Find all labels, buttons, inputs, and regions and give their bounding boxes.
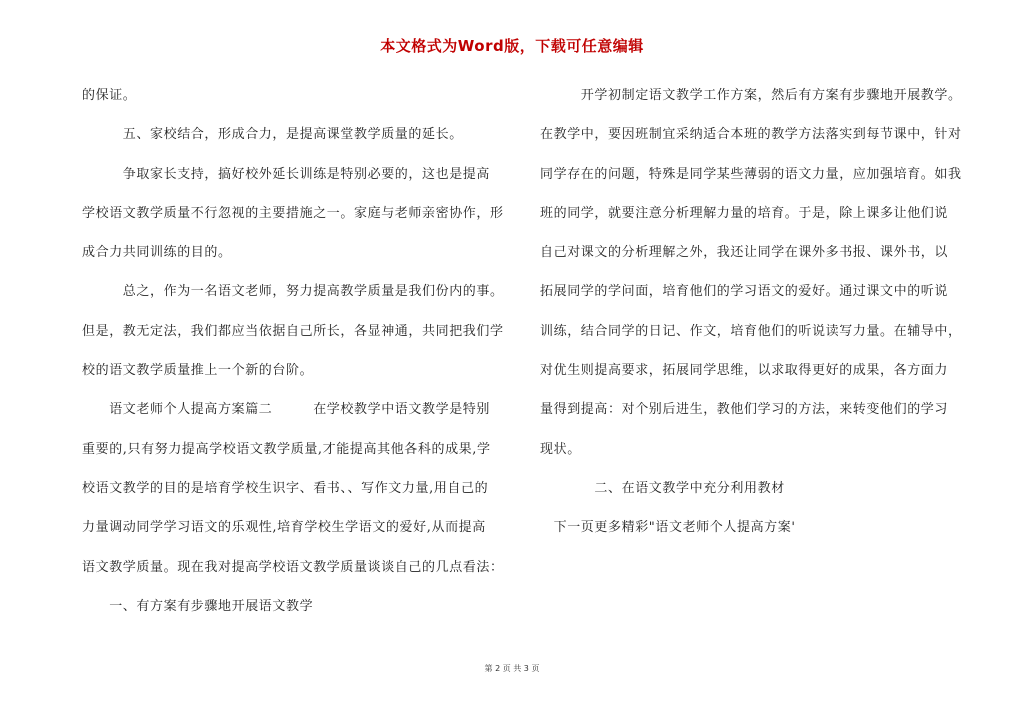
next-page-note: 下一页更多精彩"语文老师个人提高方案' bbox=[540, 520, 796, 536]
text-line: 校语文教学的目的是培育学校生识字、看书、、写作文力量,用自己的 bbox=[82, 480, 489, 496]
section-heading: 二、在语文教学中充分利用教材 bbox=[540, 480, 785, 496]
text-line: 力量调动同学学习语文的乐观性,培育学校生学语文的爱好,从而提高 bbox=[82, 520, 486, 536]
text-line: 语文教学质量。现在我对提高学校语文教学质量谈谈自己的几点看法： bbox=[82, 559, 504, 575]
text-line: 学校语文教学质量不行忽视的主要措施之一。家庭与老师亲密协作，形 bbox=[82, 205, 504, 221]
left-text-column bbox=[82, 80, 502, 630]
text-line: 校的语文教学质量推上一个新的台阶。 bbox=[82, 363, 314, 379]
text-line: 语文老师个人提高方案篇二 在学校教学中语文教学是特别 bbox=[82, 402, 491, 418]
right-text-column bbox=[540, 80, 980, 552]
text-line: 但是，教无定法，我们都应当依据自己所长，各显神通，共同把我们学 bbox=[82, 323, 504, 339]
text-line: 对优生则提高要求，拓展同学思维，以求取得更好的成果，各方面力 bbox=[540, 363, 949, 379]
text-line: 拓展同学的学问面，培育他们的学习语文的爱好。通过课文中的听说 bbox=[540, 284, 949, 300]
text-line: 开学初制定语文教学工作方案，然后有方案有步骤地开展教学。 bbox=[540, 88, 962, 103]
text-line: 成合力共同训练的目的。 bbox=[82, 245, 232, 261]
text-line: 班的同学，就要注意分析理解力量的培育。于是，除上课多让他们说 bbox=[540, 205, 949, 221]
text-line: 量得到提高：对个别后进生，教他们学习的方法，来转变他们的学习 bbox=[540, 402, 949, 418]
text-line: 训练，结合同学的日记、作文，培育他们的听说读写力量。在辅导中， bbox=[540, 323, 962, 339]
text-line: 自己对课文的分析理解之外，我还让同学在课外多书报、课外书，以 bbox=[540, 245, 949, 261]
text-line: 重要的,只有努力提高学校语文教学质量,才能提高其他各科的成果,学 bbox=[82, 441, 491, 457]
text-line: 现状。 bbox=[540, 441, 581, 457]
page-number: 第 2 页 共 3 页 bbox=[484, 664, 540, 673]
document-banner: 本文格式为Word版，下载可任意编辑 bbox=[380, 37, 644, 55]
text-line: 的保证。 bbox=[82, 88, 137, 103]
text-line: 同学存在的问题，特殊是同学某些薄弱的语文力量，应加强培育。如我 bbox=[540, 166, 962, 182]
text-line: 五、家校结合，形成合力，是提高课堂教学质量的延长。 bbox=[82, 127, 463, 143]
text-line: 在教学中，要因班制宜采纳适合本班的教学方法落实到每节课中，针对 bbox=[540, 127, 962, 143]
text-line: 总之，作为一名语文老师，努力提高教学质量是我们份内的事。 bbox=[82, 284, 504, 300]
section-heading: 一、有方案有步骤地开展语文教学 bbox=[82, 598, 314, 614]
text-line: 争取家长支持，搞好校外延长训练是特别必要的，这也是提高 bbox=[82, 166, 491, 182]
